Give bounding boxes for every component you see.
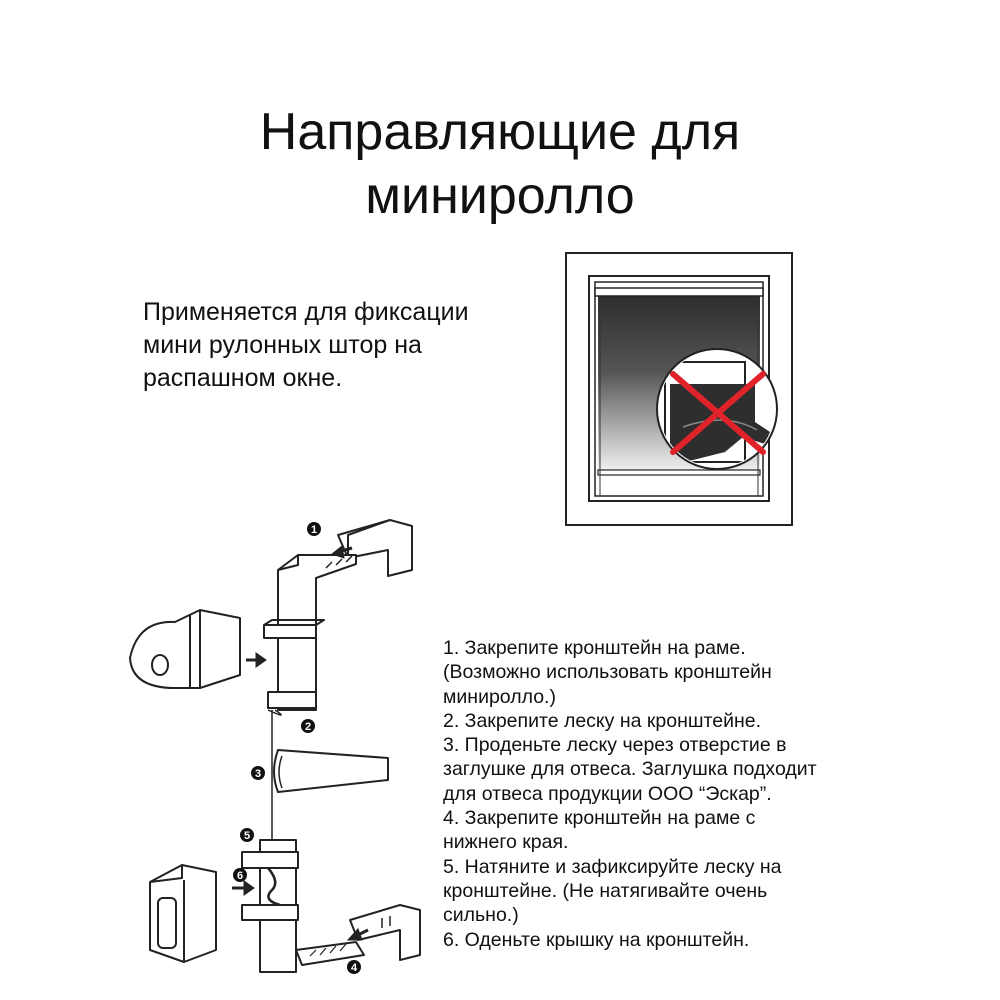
svg-text:2: 2 — [304, 721, 312, 733]
step-5-line-1: 5. Натяните и зафиксируйте леску на — [443, 855, 782, 878]
svg-text:5: 5 — [243, 830, 251, 842]
step-1-line-3: миниролло.) — [443, 685, 556, 708]
step-3-line-1: 3. Проденьте леску через отверстие в — [443, 734, 787, 757]
marker-4 — [347, 960, 361, 974]
step-6-line-1: 6. Оденьте крышку на кронштейн. — [443, 928, 750, 951]
bottom-bar — [598, 470, 760, 475]
intro-line-1: Применяется для фиксации — [143, 298, 469, 326]
weight-bar — [274, 750, 388, 792]
intro-line-3: распашном окне. — [143, 364, 343, 392]
lower-shelf-lower — [242, 905, 298, 920]
marker-1 — [307, 522, 321, 536]
step-1 — [443, 636, 988, 709]
step-5-line-2: кронштейне. (Не натягивайте очень — [443, 879, 768, 902]
svg-text:1: 1 — [310, 524, 318, 536]
svg-text:6: 6 — [236, 870, 244, 882]
marker-6 — [233, 868, 247, 882]
step-5-line-3: сильно.) — [443, 904, 519, 927]
intro-text — [143, 296, 543, 395]
step-1-line-2: (Возможно использовать кронштейн — [443, 661, 772, 684]
step-1-line-1: 1. Закрепите кронштейн на раме. — [443, 637, 746, 659]
window-illustration — [565, 252, 793, 527]
side-hook-part — [130, 610, 240, 688]
step-3-line-2: заглушке для отвеса. Заглушка подходит — [443, 758, 817, 781]
step-4-line-1: 4. Закрепите кронштейн на раме с — [443, 807, 756, 830]
page-title-line-2: миниролло — [365, 167, 635, 225]
svg-text:3: 3 — [254, 768, 262, 780]
step-3 — [443, 733, 988, 806]
roller-tube — [595, 288, 763, 296]
step-4-line-2: нижнего края. — [443, 831, 569, 854]
page-title — [0, 100, 1000, 228]
step-2 — [443, 709, 988, 733]
step-6 — [443, 928, 988, 952]
lower-shelf-upper — [242, 852, 298, 868]
step-3-line-3: для отвеса продукции ООО “Эскар”. — [443, 782, 772, 805]
step-5 — [443, 855, 988, 928]
instruction-steps — [443, 636, 988, 952]
intro-line-2: мини рулонных штор на — [143, 331, 422, 359]
upper-shelf — [264, 625, 316, 638]
page-title-line-1: Направляющие для — [259, 103, 741, 161]
assembly-diagram — [120, 510, 440, 980]
svg-text:4: 4 — [350, 962, 358, 974]
marker-5 — [240, 828, 254, 842]
step-2-line-1: 2. Закрепите леску на кронштейне. — [443, 709, 761, 732]
lower-lip — [268, 692, 316, 708]
step-4 — [443, 806, 988, 855]
marker-3 — [251, 766, 265, 780]
marker-2 — [301, 719, 315, 733]
